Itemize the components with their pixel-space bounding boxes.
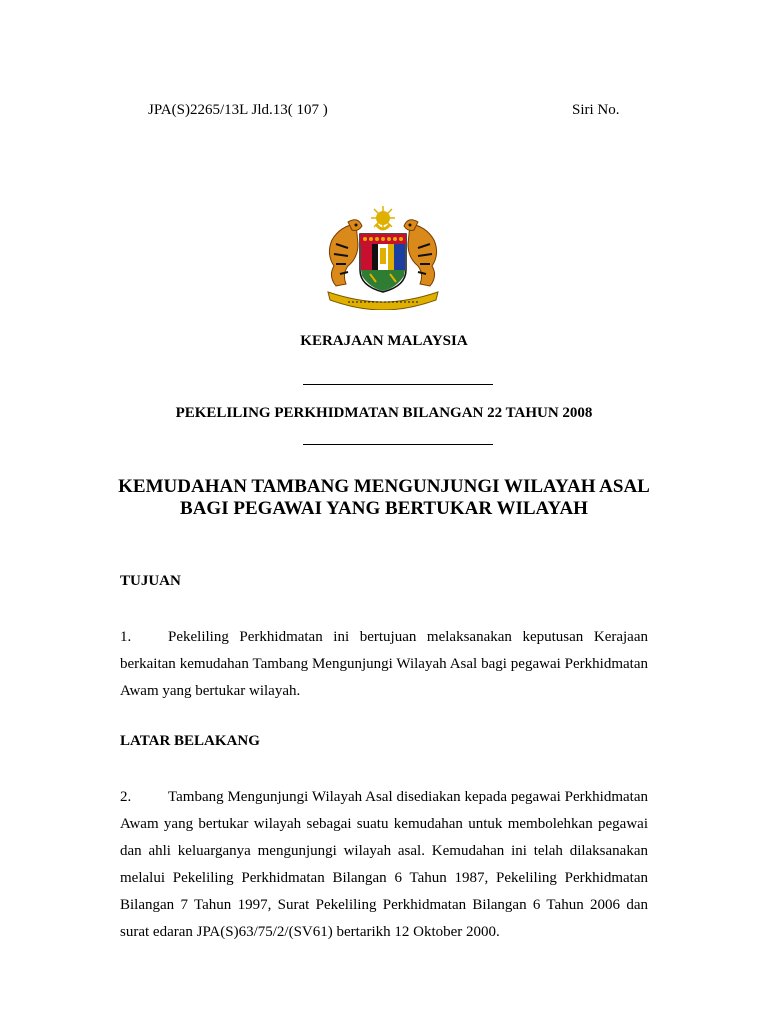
reference-number: JPA(S)2265/13L Jld.13( 107 ) — [148, 102, 328, 118]
right-tiger-icon — [404, 220, 437, 286]
paragraph-2 — [120, 784, 648, 946]
paragraph-text: Pekeliling Perkhidmatan ini bertujuan melaksanakan keputusan Kerajaan berkaitan kemudahan Tambang Mengunjungi Wilayah Asal bagi pegawai Perkhidmatan Awam yang bertukar wilayah. — [120, 629, 648, 699]
paragraph-text: Tambang Mengunjungi Wilayah Asal disediakan kepada pegawai Perkhidmatan Awam yang bertukar wilayah sebagai suatu kemudahan untuk membolehkan pegawai dan ahli keluarganya mengunjungi wilayah asal. Kemudahan ini telah dilaksanakan melalui Pekeliling Perkhidmatan Bilangan 6 Tahun 1987, Pekeliling Perkhidmatan Bilangan 7 Tahun 1997, Surat Pekeliling Perkhidmatan Bilangan 6 Tahun 2006 dan surat edaran JPA(S)63/75/2/(SV61) bertarikh 12 Oktober 2000. — [120, 789, 648, 940]
shield-icon — [360, 234, 406, 292]
left-tiger-icon — [329, 220, 362, 286]
divider-line — [303, 444, 493, 445]
title-line-2: BAGI PEGAWAI YANG BERTUKAR WILAYAH — [180, 498, 588, 519]
paragraph-number: 2. — [120, 789, 132, 805]
circular-number: PEKELILING PERKHIDMATAN BILANGAN 22 TAHUN 2008 — [175, 405, 593, 421]
document-title — [0, 476, 768, 520]
title-line-1: KEMUDAHAN TAMBANG MENGUNJUNGI WILAYAH ASAL — [118, 476, 650, 497]
motto-scroll-icon — [328, 292, 438, 310]
paragraph-number: 1. — [120, 629, 132, 645]
paragraph-1 — [120, 624, 648, 705]
coat-of-arms-icon — [318, 204, 448, 310]
government-heading: KERAJAAN MALAYSIA — [300, 333, 468, 349]
section-heading-latar-belakang: LATAR BELAKANG — [120, 733, 260, 749]
divider-line — [303, 384, 493, 385]
serial-number-label: Siri No. — [572, 102, 620, 118]
federal-star-icon — [371, 206, 395, 230]
section-heading-tujuan: TUJUAN — [120, 573, 181, 589]
